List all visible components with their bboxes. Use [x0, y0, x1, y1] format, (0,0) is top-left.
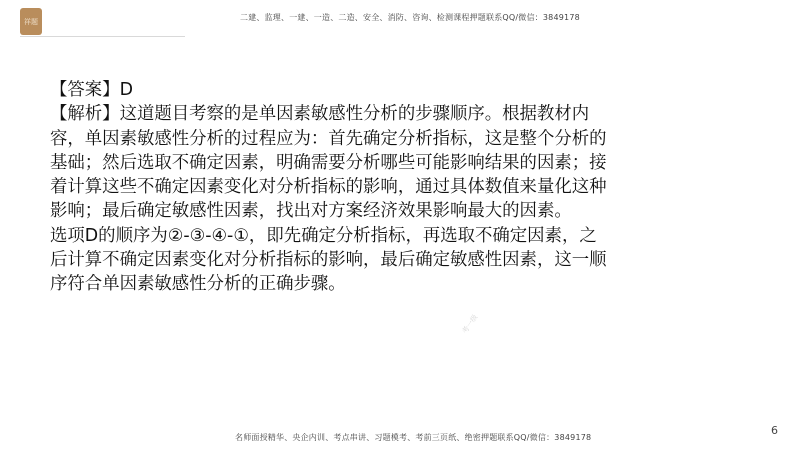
- brand-logo-text: 祥题: [24, 17, 38, 26]
- slide-content: [50, 78, 610, 297]
- watermark: 考一级: [460, 313, 480, 336]
- option-explanation-paragraph: 选项D的顺序为②-③-④-①，即先确定分析指标，再选取不确定因素，之后计算不确定因素变化对分析指标的影响，最后确定敏感性因素，这一顺序符合单因素敏感性分析的正确步骤。: [50, 225, 607, 295]
- header-tagline: 二建、监理、一建、一造、二造、安全、消防、咨询、检测课程押题联系QQ/微信：3849178: [240, 13, 580, 22]
- page-number: 6: [771, 424, 778, 437]
- answer-line: 【答案】D: [50, 80, 133, 100]
- analysis-paragraph: 【解析】这道题目考察的是单因素敏感性分析的步骤顺序。根据教材内容，单因素敏感性分析的过程应为：首先确定分析指标，这是整个分析的基础；然后选取不确定因素，明确需要分析哪些可能影响结果的因素；接着计算这些不确定因素变化对分析指标的影响，通过具体数值来量化这种影响；最后确定敏感性因素，找出对方案经济效果影响最大的因素。: [50, 104, 607, 222]
- footer-tagline: 名师面授精华、央企内训、考点串讲、习题模考、考前三页纸、绝密押题联系QQ/微信：3849178: [235, 433, 592, 442]
- header-divider: [20, 36, 185, 37]
- brand-logo: [20, 8, 42, 35]
